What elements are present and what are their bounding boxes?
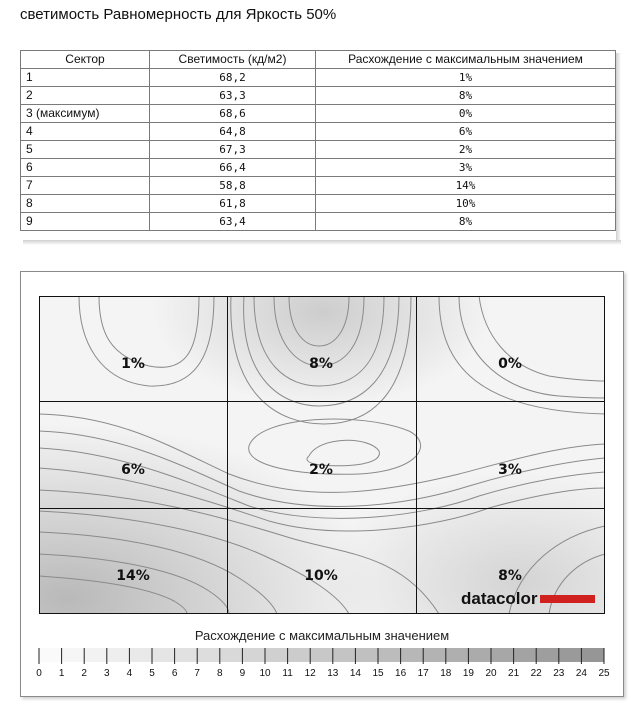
scale-band [378, 648, 401, 662]
cell-luminance: 58,8 [150, 177, 316, 195]
scale-band [333, 648, 356, 662]
table-header-row [21, 51, 616, 69]
page-title: светимость Равномерность для Яркость 50% [20, 6, 337, 23]
cell-sector: 4 [21, 123, 150, 141]
cell-deviation: 1% [316, 69, 616, 87]
scale-band [62, 648, 85, 662]
table-row [21, 87, 616, 105]
table-row [21, 177, 616, 195]
scale-tick-label: 16 [395, 668, 407, 679]
scale-band [288, 648, 311, 662]
cell-deviation: 8% [316, 213, 616, 231]
deviation-color-scale [37, 644, 609, 684]
cell-luminance: 66,4 [150, 159, 316, 177]
scale-tick-label: 11 [282, 668, 293, 679]
scale-band [197, 648, 220, 662]
scale-band [175, 648, 198, 662]
scale-tick-label: 18 [440, 668, 452, 679]
table-row [21, 69, 616, 87]
header-sector: Сектор [21, 51, 150, 69]
table-row [21, 105, 616, 123]
cell-sector: 3 (максимум) [21, 105, 150, 123]
scale-tick-label: 10 [259, 668, 271, 679]
uniformity-table [20, 50, 616, 231]
scale-tick-label: 22 [530, 668, 542, 679]
table-shadow-right [616, 53, 621, 243]
scale-tick-label: 2 [81, 668, 87, 679]
scale-band [423, 648, 446, 662]
table-shadow-bottom [23, 240, 621, 245]
table-row [21, 141, 616, 159]
sector-label: 3% [498, 462, 522, 478]
scale-tick-label: 6 [171, 668, 178, 679]
scale-tick-label: 15 [372, 668, 384, 679]
cell-sector: 7 [21, 177, 150, 195]
cell-deviation: 10% [316, 195, 616, 213]
map-shade-bottom-left [39, 296, 605, 614]
scale-tick-label: 4 [126, 668, 133, 679]
cell-deviation: 6% [316, 123, 616, 141]
uniformity-contour-map [39, 296, 605, 614]
logo-accent-bar [540, 595, 595, 603]
cell-luminance: 68,6 [150, 105, 316, 123]
scale-tick-label: 23 [553, 668, 565, 679]
cell-luminance: 64,8 [150, 123, 316, 141]
header-deviation: Расхождение с максимальным значением [316, 51, 616, 69]
sector-label: 8% [309, 356, 333, 372]
scale-tick-label: 25 [598, 668, 610, 679]
scale-tick-label: 14 [349, 668, 361, 679]
cell-deviation: 8% [316, 87, 616, 105]
scale-band [265, 648, 288, 662]
sector-label: 14% [116, 568, 150, 584]
scale-bands [39, 648, 605, 662]
scale-band [129, 648, 152, 662]
scale-band [536, 648, 559, 662]
table-row [21, 195, 616, 213]
uniformity-map-panel [20, 271, 624, 697]
scale-band [107, 648, 130, 662]
table-row [21, 213, 616, 231]
cell-luminance: 68,2 [150, 69, 316, 87]
cell-deviation: 3% [316, 159, 616, 177]
scale-title: Расхождение с максимальным значением [194, 628, 450, 643]
scale-band [581, 648, 604, 662]
cell-sector: 6 [21, 159, 150, 177]
header-luminance: Светимость (кд/м2) [150, 51, 316, 69]
scale-band [220, 648, 243, 662]
table-row [21, 123, 616, 141]
scale-tick-label: 20 [485, 668, 497, 679]
scale-band [514, 648, 537, 662]
scale-tick-label: 5 [149, 668, 155, 679]
scale-tick-label: 17 [417, 668, 429, 679]
cell-sector: 2 [21, 87, 150, 105]
scale-tick-label: 8 [217, 668, 223, 679]
cell-deviation: 0% [316, 105, 616, 123]
table-row [21, 159, 616, 177]
scale-band [446, 648, 469, 662]
scale-tick-label: 9 [239, 668, 246, 679]
cell-sector: 5 [21, 141, 150, 159]
uniformity-table-container [20, 50, 616, 231]
logo-text: datacolor [461, 589, 538, 608]
cell-sector: 9 [21, 213, 150, 231]
scale-band [310, 648, 333, 662]
cell-deviation: 14% [316, 177, 616, 195]
cell-deviation: 2% [316, 141, 616, 159]
scale-tick-label: 12 [304, 668, 316, 679]
sector-label: 8% [498, 568, 522, 584]
sector-label: 10% [304, 568, 338, 584]
scale-band [468, 648, 491, 662]
sector-label: 2% [309, 462, 333, 478]
sector-label: 6% [121, 462, 145, 478]
scale-band [39, 648, 62, 662]
scale-band [491, 648, 514, 662]
scale-band [355, 648, 378, 662]
scale-tick-label: 19 [462, 668, 474, 679]
sector-label: 1% [121, 356, 145, 372]
scale-band [242, 648, 265, 662]
scale-band [401, 648, 424, 662]
cell-luminance: 63,3 [150, 87, 316, 105]
scale-tick-label: 3 [104, 668, 110, 679]
sector-label: 0% [498, 356, 522, 372]
scale-tick-label: 24 [575, 668, 587, 679]
scale-band [152, 648, 175, 662]
scale-tick-label: 1 [58, 668, 65, 679]
scale-tick-label: 7 [194, 668, 200, 679]
scale-band [559, 648, 582, 662]
cell-luminance: 67,3 [150, 141, 316, 159]
scale-tick-label: 21 [508, 668, 520, 679]
cell-luminance: 63,4 [150, 213, 316, 231]
cell-sector: 8 [21, 195, 150, 213]
cell-luminance: 61,8 [150, 195, 316, 213]
cell-sector: 1 [21, 69, 150, 87]
scale-tick-label: 13 [327, 668, 339, 679]
scale-tick-label: 0 [36, 668, 42, 679]
scale-band [84, 648, 107, 662]
